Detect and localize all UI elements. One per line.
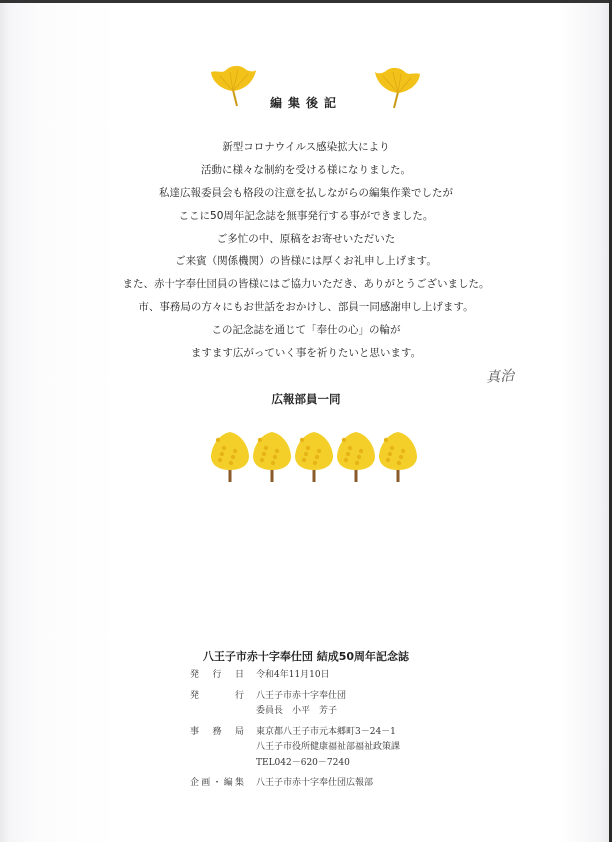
colophon-label: 発行	[190, 690, 244, 701]
colophon-row-planning	[190, 776, 510, 792]
colophon-label: 事務局	[190, 726, 244, 737]
colophon-label: 企画・編集	[190, 778, 244, 788]
colophon-row-publisher	[190, 689, 510, 720]
colophon-value-line: 八王子市役所健康福祉部福祉政策課	[256, 742, 401, 752]
body-line: ますます広がっていく事を祈りたいと思います。	[190, 347, 422, 360]
colophon-label: 発行日	[190, 670, 244, 680]
ginkgo-tree-icon	[253, 432, 291, 482]
colophon-value-line: 東京都八王子市元本郷町3－24－1	[256, 726, 396, 737]
body-line: 活動に様々な制約を受ける様になりました。	[201, 163, 411, 176]
colophon-value-line: 八王子市赤十字奉仕団広報部	[256, 778, 374, 788]
colophon-value	[256, 776, 510, 792]
colophon-value-line: TEL042－620－7240	[256, 757, 350, 768]
body-line: ここに50周年記念誌を無事発行する事ができました。	[178, 209, 434, 222]
body-line: また、赤十字奉仕団員の皆様にはご協力いただき、ありがとうございました。	[122, 278, 490, 291]
handwritten-signature: 真治	[485, 368, 515, 386]
body-line: ご多忙の中、原稿をお寄せいただいた	[216, 232, 396, 245]
colophon-value	[256, 725, 510, 772]
ginkgo-tree-icon	[211, 432, 249, 482]
editorial-body	[0, 136, 612, 365]
colophon-row-issue-date	[190, 668, 510, 684]
colophon-row-office	[190, 725, 510, 772]
colophon-value-line: 委員長 小平 芳子	[256, 706, 338, 716]
body-line: 市、事務局の方々にもお世話をおかけし、部員一同感謝申し上げます。	[138, 301, 474, 314]
body-line: この記念誌を通じて「奉仕の心」の輪が	[211, 324, 401, 337]
sign-off: 広報部員一同	[271, 392, 341, 406]
ginkgo-tree-icon	[295, 432, 333, 482]
colophon-value	[256, 689, 510, 720]
ginkgo-tree-row	[210, 430, 426, 486]
ginkgo-tree-icon	[379, 432, 417, 482]
body-line: 私達広報委員会も格段の注意を払しながらの編集作業でしたが	[159, 186, 453, 199]
ginkgo-tree-icon	[337, 432, 375, 482]
scan-edge-top	[0, 0, 612, 3]
page-title: 編集後記	[269, 96, 342, 110]
colophon-table	[190, 668, 510, 792]
colophon-title: 八王子市赤十字奉仕団 結成50周年記念誌	[202, 650, 410, 663]
body-line: ご来賓（関係機関）の皆様には厚くお礼申し上げます。	[175, 255, 437, 268]
body-line: 新型コロナウイルス感染拡大により	[222, 141, 390, 153]
colophon-value	[256, 668, 510, 684]
colophon-value-line: 令和4年11月10日	[256, 670, 330, 680]
colophon-value-line: 八王子市赤十字奉仕団	[256, 690, 347, 701]
